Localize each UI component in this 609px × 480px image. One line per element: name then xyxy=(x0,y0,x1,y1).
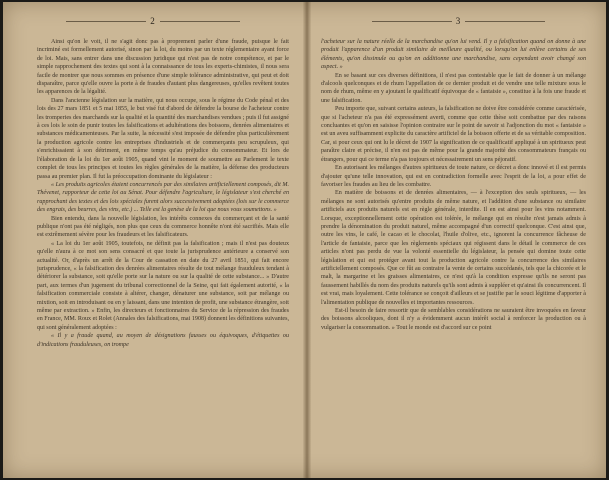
paragraph: En se basant sur ces diverses définitions, il n'est pas contestable que le fait de donner à un mélange d'alcools quelconques et de rhum l'appellation de ce dernier produit et de vendre une telle mixture sous le nom de rhum, même en y ajoutant le qualificatif équivoque de « fantaisie », constitue à la fois une fraude et une falsification. xyxy=(321,72,586,104)
paragraph: Est-il besoin de faire ressortir que de semblables considérations ne sauraient être invoquées en faveur des boissons alcooliques, dont il n'y a évidemment aucun intérêt social à renforcer la production ou à vulgariser la consommation. » Tout le monde est d'accord sur ce point xyxy=(321,308,586,331)
paragraph: l'acheteur sur la nature réelle de la marchandise qu'on lui vend. Il y a falsification quand on donne à une produit l'apparence d'un produit similaire de meilleure qualité, ou lorsqu'on lui enlève certains de ses éléments, qu'on dissimule ou qu'on en additionne une marchandise, sans cependant avoir changé son aspect. » xyxy=(321,39,586,71)
left-page-number: 2 xyxy=(3,16,303,26)
paragraph: En autorisant les mélanges d'autres spiritueux de toute nature, ce décret a donc innové et il est permis d'ajouter qu'une telle innovation, qui est en contradiction formelle avec l'esprit de la loi, a pour effet de favoriser les fraudes au lieu de les combattre. xyxy=(321,165,586,188)
right-page xyxy=(311,2,606,478)
left-page xyxy=(3,2,303,478)
paragraph: Bien entendu, dans la nouvelle législation, les intérêts connexes du commerçant et de la santé publique n'ont pas été négligés, non plus que ceux du commerce honnête n'ont été sacrifiés. Mais elle est extrêmement sévère pour les fraudeurs et les falsificateurs. xyxy=(37,215,289,239)
paragraph: « La loi du 1er août 1905, toutefois, ne définit pas la falsification ; mais il n'est pas douteux qu'elle n'aura à ce mot son sens consacré et que toute la jurisprudence antérieure a conservé son actualité. Or, d'après un arrêt de la Cour de cassation en date du 27 avril 1851, qui fait encore jurisprudence, « la falsification des denrées alimentaires résulte de tout mélange frauduleux tendant à détériorer la substance, soit qu'elle porte sur la nature ou sur la qualité de cette substance... » D'autre part, aux termes d'un jugement du tribunal correctionnel de la Seine, qui fait également autorité, « la falsification commerciale consiste à altérer, changer, dénaturer une substance, soit par mélange ou mixtion, soit en introduisant ou en y laissant, dans une intention de profit, une substance étrangère, soit même par extraction. » Enfin, les directeurs et fonctionnaires du Service de la répression des fraudes en France, MM. Roux et Rolet (Annales des falsifications, mai 1908) donnent les définitions suivantes, qui sont généralement adoptées : xyxy=(37,240,289,331)
book-gutter xyxy=(303,2,311,478)
book-spread xyxy=(3,2,606,478)
paragraph: Peu importe que, suivant certains auteurs, la falsification ne doive être considérée comme caractérisée, que si l'acheteur n'a pas été expressément averti, comme que cette thèse soit combattue par des raisons concluantes et qu'on en saisisse l'opinion contraire sur le point de savoir si l'adjonction du mot « fantaisie » est un aveu suffisamment explicite du caractère artificiel de la boisson offerte et de sa véritable composition. Car, si pour ceux qui ont lu le décret de 1907 la signification de ce qualificatif appliqué à un spiritueux peut paraître claire et précise, il n'en est pas de même pour la grande majorité des consommateurs français ou étrangers, pour qui ce terme n'a pas toujours et nécessairement un sens péjoratif. xyxy=(321,106,586,163)
paragraph: « Il y a fraude quand, au moyen de désignations fausses ou équivoques, d'étiquettes ou d'indications frauduleuses, on trompe xyxy=(37,333,289,348)
right-page-number: 3 xyxy=(311,16,606,26)
left-page-body xyxy=(37,38,289,472)
paragraph: En matière de boissons et de denrées alimentaires, — à l'exception des seuls spiritueux, — les mélanges ne sont autorisés qu'entre produits de même nature, et l'addition d'une substance ou similaire artificiels aux produits naturels est en règle générale, interdite. Il en est ainsi pour les vins notamment. Lorsque, exceptionnellement cette opération est tolérée, le mélange qui en résulte n'est jamais admis à prendre la dénomination du produit naturel, même accompagné d'un correctif quelconque. C'est ainsi que, outre les vins, le café, le cacao et le chocolat, l'huile d'olive, etc., ignorent la concurrence fâcheuse de l'article de fantaisie, parce que les règlements spéciaux qui régissent dans le détail le commerce de ces articles n'ont pas perdu de vue la volonté essentielle du législateur, la pensée qui domine toute cette législation et qui est protéger avant tout la production agricole contre la concurrence des similaires artificiellement composés. Que ce fût au contraire la vente de certains succédanés, tels que la chicorée et le malt, la margarine et les graisses alimentaires, ce n'est qu'à la condition expresse qu'ils ne seront pas faussement habillés du nom des produits naturels qu'ils sont admis à suppléer et qu'ainsi ils concurrencent. Il est vrai, mais loyalement. Cette tolérance se conçoit d'ailleurs et se justifie par le souci légitime d'apporter à l'alimentation publique de nouvelles et importantes ressources. xyxy=(321,190,586,306)
paragraph: « Les produits agricoles étaient concurrencés par des similaires artificiellement composés, dit M. Thévenet, rapporteur de cette loi au Sénat. Pour défendre l'agriculture, le législateur s'est cherché en rapprochant des textes et des lois spéciales furent alors successivement adoptées (lois sur le commerce des engrais, des beurres, des vins, etc.) ... Telle est la genèse de la loi que nous vous soumettons. » xyxy=(37,181,289,214)
paragraph: Ainsi qu'on le voit, il ne s'agit donc pas à proprement parler d'une fraude, puisque le fait incriminé est formellement autorisé, sinon par la loi, du moins par un texte réglementaire ayant force de loi. Mais, sans entrer dans une discussion juridique qui n'est pas de notre compétence, et par le simple rapprochement des textes qui sont à la connaissance de tous les experts-chimistes, il nous sera facile de montrer que nous sommes en présence d'une simple tolérance administrative, qui peut et doit disparaître, parce qu'elle ouvre la porte à de fraudes d'autant plus dangereuses, qu'elles revêtent toutes les apparences de la légalité. xyxy=(37,39,289,96)
right-page-body xyxy=(321,38,586,472)
paragraph: Dans l'ancienne législation sur la matière, qui nous occupe, sous le régime du Code pénal et des lois des 27 mars 1851 et 5 mai 1855, le but visé fut d'abord de défendre la bourse de l'acheteur contre les tromperies des marchands sur la qualité et la quantité des marchandises vendues ; puis il fut assigné à ces lois le soin de punir toutes les falsifications et adultérations des boissons, denrées alimentaires et substances médicamenteuses. Par la suite, la nécessité s'est imposée de défendre plus particulièrement la production agricole contre les entreprises d'industriels et de commerçants peu scrupuleux, qui s'enrichissaient à son détriment, en même temps qu'au préjudice du consommateur. Et lors de l'élaboration de la loi du 1er août 1905, quand vint le moment de soumettre au Parlement le texte complet de tous les principes et toutes les règles générales de la matière, la défense des producteurs passa au premier plan. Il fut la préoccupation dominante du législateur : xyxy=(37,97,289,180)
